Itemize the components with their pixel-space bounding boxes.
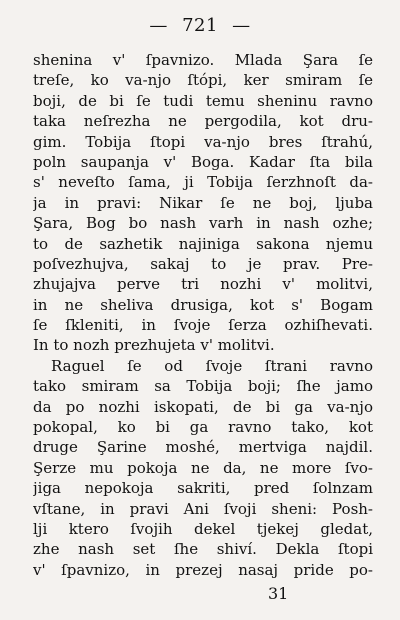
signature-mark: 31 [268,584,289,603]
text-line: ja in pravi: Nikar ſe ne boj, ljuba [33,193,373,212]
text-line: Şerze mu pokoja ne da, ne more ſvo- [33,458,373,477]
body-text [33,50,373,580]
text-line: jiga nepokoja sakriti, pred ſolnzam [33,479,373,498]
text-line: da po nozhi iskopati, de bi ga va-njo [33,397,373,416]
text-line: zhe nash set ſhe shiví. Dekla ſtopi [33,540,373,559]
text-line: pokopal, ko bi ga ravno tako, kot [33,418,373,437]
text-line: In to nozh prezhujeta v' molitvi. [33,336,275,355]
text-line: Şara, Bog bo nash varh in nash ozhe; [33,214,373,233]
text-line: poln saupanja v' Boga. Kadar ſta bila [33,152,373,171]
page-header [0,14,400,38]
text-line: s' neveſto ſama, ji Tobija ſerzhnoſt da- [33,173,373,192]
text-line: Raguel ſe od ſvoje ſtrani ravno [51,356,373,375]
text-line: ſe ſkleniti, in ſvoje ſerza ozhiſhevati. [33,316,373,335]
text-line: poſvezhujva, sakaj to je prav. Pre- [33,254,373,273]
text-line: zhujajva perve tri nozhi v' molitvi, [33,275,373,294]
text-line: lji ktero ſvojih dekel tjekej gledat, [33,519,373,538]
text-line: treſe, ko va-njo ſtópi, ker smiram ſe [33,71,373,90]
text-line: to de sazhetik najiniga sakona njemu [33,234,373,253]
header-dash-right: — [232,15,251,36]
text-line: in ne sheliva drusiga, kot s' Bogam [33,295,373,314]
text-line: gim. Tobija ſtopi va-njo bres ſtrahú, [33,132,373,151]
page-number: 721 [182,15,218,36]
text-line: boji, de bi ſe tudi temu sheninu ravno [33,91,373,110]
text-line: shenina v' ſpavnizo. Mlada Şara ſe [33,51,373,69]
text-line: tako smiram sa Tobija boji; ſhe jamo [33,377,373,396]
text-line: v' ſpavnizo, in prezej nasaj pride po- [33,560,373,579]
header-dash-left: — [149,15,168,36]
text-line: taka neſrezha ne pergodila, kot dru- [33,112,373,131]
text-line: vſtane, in pravi Ani ſvoji sheni: Posh- [33,499,373,518]
text-line: druge Şarine moshé, mertviga najdil. [33,438,373,457]
